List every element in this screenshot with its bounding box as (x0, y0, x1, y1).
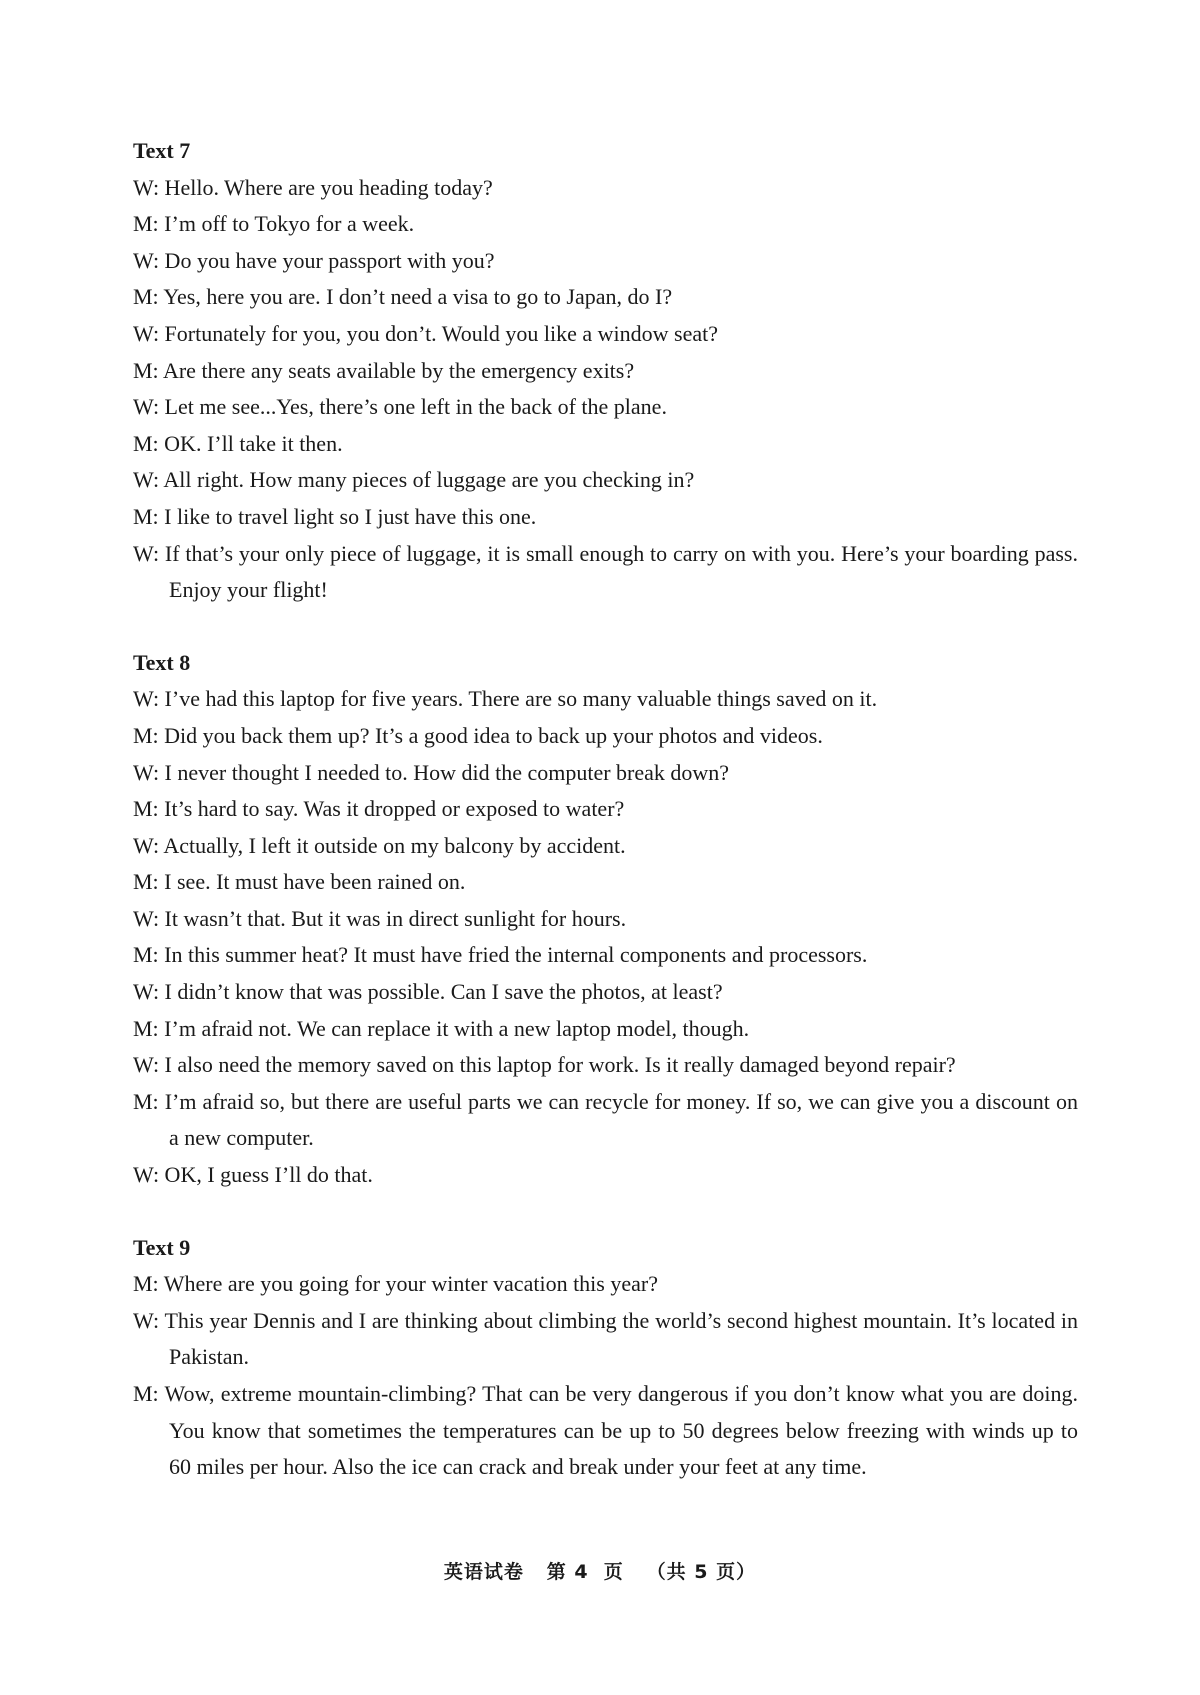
dialogue-line: W: Do you have your passport with you? (133, 247, 495, 273)
dialogue-line: M: Are there any seats available by the emergency exits? (133, 357, 635, 383)
dialogue-line: M: Wow, extreme mountain-climbing? That can be very dangerous if you don’t know what you are doing. You know that sometimes the temperatures can be up to 50 degrees below freezing with winds up to 60 miles per hour. Also the ice can crack and break under your feet at any time. (133, 1381, 1078, 1480)
page-footer: 英语试卷 第 4 页 （共 5 页） (443, 1561, 757, 1583)
dialogue-line: M: I like to travel light so I just have this one. (133, 503, 537, 529)
section-title: Text 9 (133, 1234, 191, 1260)
dialogue-line: W: Let me see...Yes, there’s one left in the back of the plane. (133, 394, 667, 420)
dialogue-line: M: OK. I’ll take it then. (133, 430, 343, 456)
dialogue-line: W: This year Dennis and I are thinking about climbing the world’s second highest mountain. It’s located in Pakistan. (133, 1307, 1078, 1370)
dialogue-line: M: Did you back them up? It’s a good idea to back up your photos and videos. (133, 722, 823, 748)
dialogue-line: M: I see. It must have been rained on. (133, 869, 466, 895)
dialogue-line: W: I’ve had this laptop for five years. There are so many valuable things saved on it. (133, 686, 878, 712)
section-title: Text 8 (133, 649, 191, 675)
dialogue-line: W: Fortunately for you, you don’t. Would you like a window seat? (133, 320, 719, 346)
dialogue-line: W: I never thought I needed to. How did the computer break down? (133, 759, 730, 785)
dialogue-line: M: Yes, here you are. I don’t need a visa to go to Japan, do I? (133, 284, 673, 310)
section-text-8 (133, 645, 1078, 1194)
dialogue-line: M: I’m off to Tokyo for a week. (133, 211, 415, 237)
section-text-7 (133, 133, 1078, 609)
transcript-content (133, 133, 1078, 1522)
section-text-9 (133, 1230, 1078, 1486)
dialogue-line: M: It’s hard to say. Was it dropped or exposed to water? (133, 796, 625, 822)
dialogue-line: W: If that’s your only piece of luggage, it is small enough to carry on with you. Here’s your boarding pass. Enjoy your flight! (133, 540, 1078, 603)
dialogue-line: W: Hello. Where are you heading today? (133, 174, 493, 200)
dialogue-line: W: OK, I guess I’ll do that. (133, 1162, 373, 1188)
dialogue-line: M: I’m afraid not. We can replace it with a new laptop model, though. (133, 1015, 750, 1041)
dialogue-line: M: In this summer heat? It must have fried the internal components and processors. (133, 942, 868, 968)
dialogue-line: M: Where are you going for your winter vacation this year? (133, 1271, 658, 1297)
dialogue-line: W: Actually, I left it outside on my balcony by accident. (133, 832, 626, 858)
dialogue-line: M: I’m afraid so, but there are useful parts we can recycle for money. If so, we can give you a discount on a new computer. (133, 1088, 1078, 1151)
dialogue-line: W: All right. How many pieces of luggage are you checking in? (133, 467, 695, 493)
section-title: Text 7 (133, 138, 191, 163)
dialogue-line: W: It wasn’t that. But it was in direct sunlight for hours. (133, 905, 627, 931)
dialogue-line: W: I didn’t know that was possible. Can I save the photos, at least? (133, 979, 723, 1005)
dialogue-line: W: I also need the memory saved on this laptop for work. Is it really damaged beyond repair? (133, 1052, 956, 1078)
